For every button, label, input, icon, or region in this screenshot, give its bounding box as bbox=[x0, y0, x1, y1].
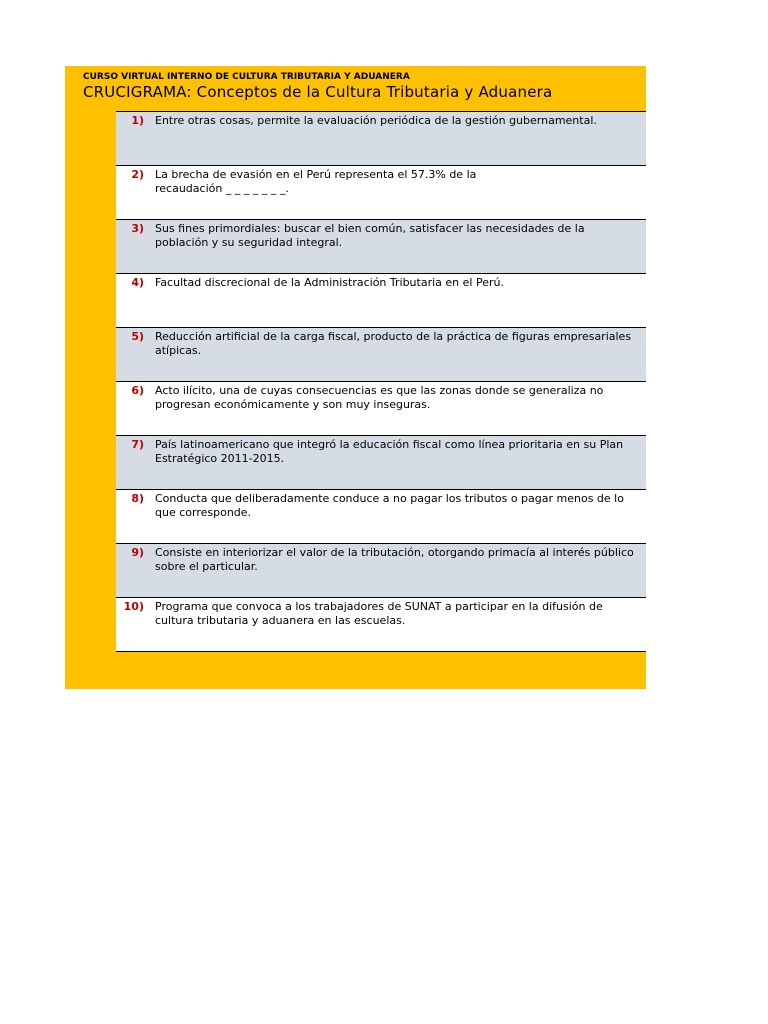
clue-text: País latinoamericano que integró la educación fiscal como línea prioritaria en su Plan Estratégico 2011-2015. bbox=[155, 438, 624, 465]
clue-number: 9) bbox=[131, 546, 144, 559]
clue-text: La brecha de evasión en el Perú representa el 57.3% de la recaudación _ _ _ _ _ _ _. bbox=[155, 168, 477, 195]
clue-row-3 bbox=[116, 220, 646, 274]
clue-row-6 bbox=[116, 382, 646, 436]
crossword-label: CRUCIGRAMA: bbox=[83, 83, 192, 101]
crossword-subtitle: Conceptos de la Cultura Tributaria y Aduanera bbox=[196, 83, 553, 101]
clue-row-10 bbox=[116, 598, 646, 652]
clue-text: Consiste en interiorizar el valor de la tributación, otorgando primacía al interés público sobre el particular. bbox=[155, 546, 634, 573]
clue-row-4 bbox=[116, 274, 646, 328]
crossword-sheet bbox=[65, 66, 646, 689]
clue-number: 4) bbox=[131, 276, 144, 289]
clue-list bbox=[116, 111, 646, 652]
clue-text: Programa que convoca a los trabajadores de SUNAT a participar en la difusión de cultura tributaria y aduanera en las escuelas. bbox=[155, 600, 603, 627]
course-title: CURSO VIRTUAL INTERNO DE CULTURA TRIBUTARIA Y ADUANERA bbox=[83, 72, 410, 82]
clue-number: 6) bbox=[131, 384, 144, 397]
clue-text: Conducta que deliberadamente conduce a no pagar los tributos o pagar menos de lo que corresponde. bbox=[155, 492, 624, 519]
crossword-title bbox=[83, 83, 552, 101]
clue-row-5 bbox=[116, 328, 646, 382]
clue-text: Reducción artificial de la carga fiscal, producto de la práctica de figuras empresariales atípicas. bbox=[155, 330, 632, 357]
clue-number: 10) bbox=[123, 600, 144, 613]
clue-text: Facultad discrecional de la Administración Tributaria en el Perú. bbox=[155, 276, 504, 289]
clue-text: Acto ilícito, una de cuyas consecuencias es que las zonas donde se generaliza no progresan económicamente y son muy inseguras. bbox=[155, 384, 604, 411]
clue-number: 8) bbox=[131, 492, 144, 505]
clue-number: 7) bbox=[131, 438, 144, 451]
clue-row-9 bbox=[116, 544, 646, 598]
clue-row-2 bbox=[116, 166, 646, 220]
clue-row-7 bbox=[116, 436, 646, 490]
clue-number: 2) bbox=[131, 168, 144, 181]
clue-row-1 bbox=[116, 112, 646, 166]
clue-number: 3) bbox=[131, 222, 144, 235]
clue-number: 1) bbox=[131, 114, 144, 127]
clue-row-8 bbox=[116, 490, 646, 544]
clue-number: 5) bbox=[131, 330, 144, 343]
clue-text: Entre otras cosas, permite la evaluación periódica de la gestión gubernamental. bbox=[155, 114, 597, 127]
clue-text: Sus fines primordiales: buscar el bien común, satisfacer las necesidades de la población y su seguridad integral. bbox=[155, 222, 585, 249]
